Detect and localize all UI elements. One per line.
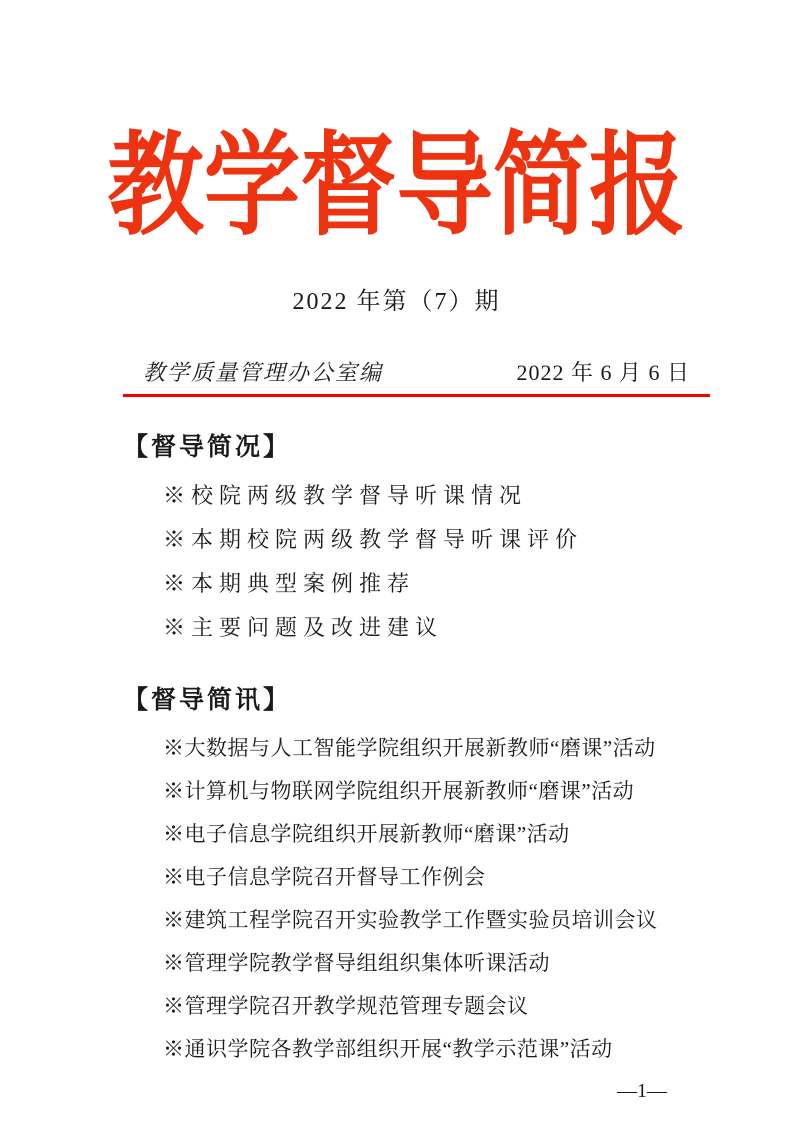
date-label: 2022 年 6 月 6 日 xyxy=(516,360,690,385)
toc-item: ※大数据与人工智能学院组织开展新教师“磨课”活动 xyxy=(163,736,656,760)
toc-item: ※主要问题及改进建议 xyxy=(163,615,444,640)
section-heading-overview: 【督导简况】 xyxy=(123,434,292,461)
document-body xyxy=(123,360,710,1103)
overview-item-list xyxy=(123,474,710,650)
toc-item: ※建筑工程学院召开实验教学工作暨实验员培训会议 xyxy=(163,908,658,932)
news-item-list xyxy=(123,727,710,1071)
toc-item: ※计算机与物联网学院组织开展新教师“磨课”活动 xyxy=(163,779,635,803)
toc-item: ※校院两级教学督导听课情况 xyxy=(163,483,528,508)
toc-item: ※本期典型案例推荐 xyxy=(163,571,416,596)
toc-item: ※电子信息学院召开督导工作例会 xyxy=(163,865,486,889)
section-heading-news: 【督导简讯】 xyxy=(123,687,292,714)
toc-item: ※管理学院召开教学规范管理专题会议 xyxy=(163,994,529,1018)
section-supervision-overview xyxy=(123,433,710,650)
page-number: —1— xyxy=(617,1080,667,1102)
toc-item: ※本期校院两级教学督导听课评价 xyxy=(163,527,584,552)
toc-item: ※电子信息学院组织开展新教师“磨课”活动 xyxy=(163,822,570,846)
toc-item: ※管理学院教学督导组组织集体听课活动 xyxy=(163,951,550,975)
section-supervision-news xyxy=(123,686,710,1071)
toc-item: ※通识学院各教学部组织开展“教学示范课”活动 xyxy=(163,1037,613,1061)
masthead-row xyxy=(123,360,710,394)
editor-label: 教学质量管理办公室编 xyxy=(143,360,384,385)
red-divider xyxy=(123,394,710,397)
document-title: 教学督导简报 xyxy=(107,125,686,249)
issue-line: 2022 年第（7）期 xyxy=(292,289,501,315)
